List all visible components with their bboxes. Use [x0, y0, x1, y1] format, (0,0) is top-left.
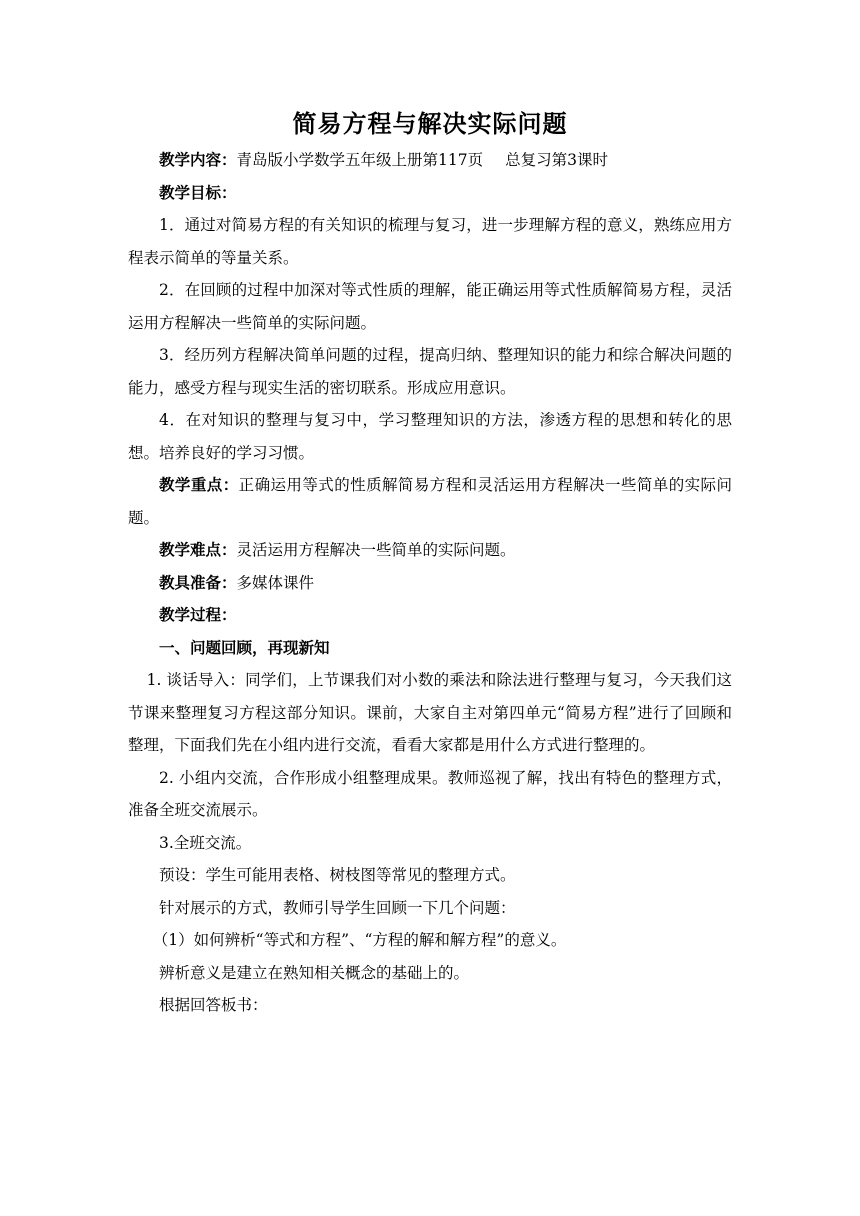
section-heading: 一、问题回顾，再现新知 [159, 638, 330, 657]
teaching-process-heading [128, 599, 732, 632]
goal-item: 4．在对知识的整理与复习中，学习整理知识的方法，渗透方程的思想和转化的思想。培养良好的学习习惯。 [128, 411, 732, 462]
teaching-process-label: 教学过程： [159, 606, 237, 624]
teaching-difficulty-label: 教学难点： [159, 541, 237, 559]
section-paragraph: 根据回答板书： [159, 996, 268, 1014]
teaching-content-label: 教学内容： [159, 151, 237, 169]
teaching-key-text: 正确运用等式的性质解简易方程和灵活运用方程解决一些简单的实际问题。 [128, 476, 732, 527]
teaching-content [128, 144, 732, 177]
teaching-goals-label: 教学目标： [159, 183, 237, 202]
teaching-difficulty [128, 534, 732, 567]
section-paragraph: 辨析意义是建立在熟知相关概念的基础上的。 [159, 963, 470, 982]
section-paragraph: 针对展示的方式，教师引导学生回顾一下几个问题： [159, 898, 516, 917]
teaching-difficulty-text: 灵活运用方程解决一些简单的实际问题。 [236, 541, 516, 559]
teaching-goals-heading [128, 177, 732, 210]
section-paragraph: 3.全班交流。 [159, 833, 252, 852]
teaching-tools-label: 教具准备： [159, 573, 237, 592]
teaching-tools [128, 567, 732, 600]
teaching-key-label: 教学重点： [159, 476, 239, 494]
teaching-content-text: 青岛版小学数学五年级上册第117页 [236, 151, 484, 169]
section-paragraph: 预设：学生可能用表格、树枝图等常见的整理方式。 [159, 866, 516, 884]
section-paragraph: （1）如何辨析“等式和方程”、“方程的解和解方程”的意义。 [152, 931, 567, 949]
goal-item: 3．经历列方程解决简单问题的过程，提高归纳、整理知识的能力和综合解决问题的能力，感受方程与现实生活的密切联系。形成应用意识。 [128, 346, 732, 397]
goal-item: 2．在回顾的过程中加深对等式性质的理解，能正确运用等式性质解简易方程，灵活运用方程解决一些简单的实际问题。 [128, 281, 732, 332]
goal-item: 1．通过对简易方程的有关知识的梳理与复习，进一步理解方程的意义，熟练应用方程表示简单的等量关系。 [128, 216, 732, 267]
teaching-key-point [128, 469, 732, 534]
teaching-tools-text: 多媒体课件 [236, 573, 315, 592]
document-title: 简易方程与解决实际问题 [292, 110, 568, 138]
section-paragraph: 1. 谈话导入：同学们，上节课我们对小数的乘法和除法进行整理与复习，今天我们这节课来整理复习方程这部分知识。课前，大家自主对第四单元“简易方程”进行了回顾和整理，下面我们先在小组内进行交流，看看大家都是用什么方式进行整理的。 [128, 671, 732, 754]
document-body [128, 104, 732, 1022]
teaching-content-extra: 总复习第3课时 [505, 151, 608, 169]
section-paragraph: 2. 小组内交流，合作形成小组整理成果。教师巡视了解，找出有特色的整理方式，准备全班交流展示。 [128, 768, 732, 819]
